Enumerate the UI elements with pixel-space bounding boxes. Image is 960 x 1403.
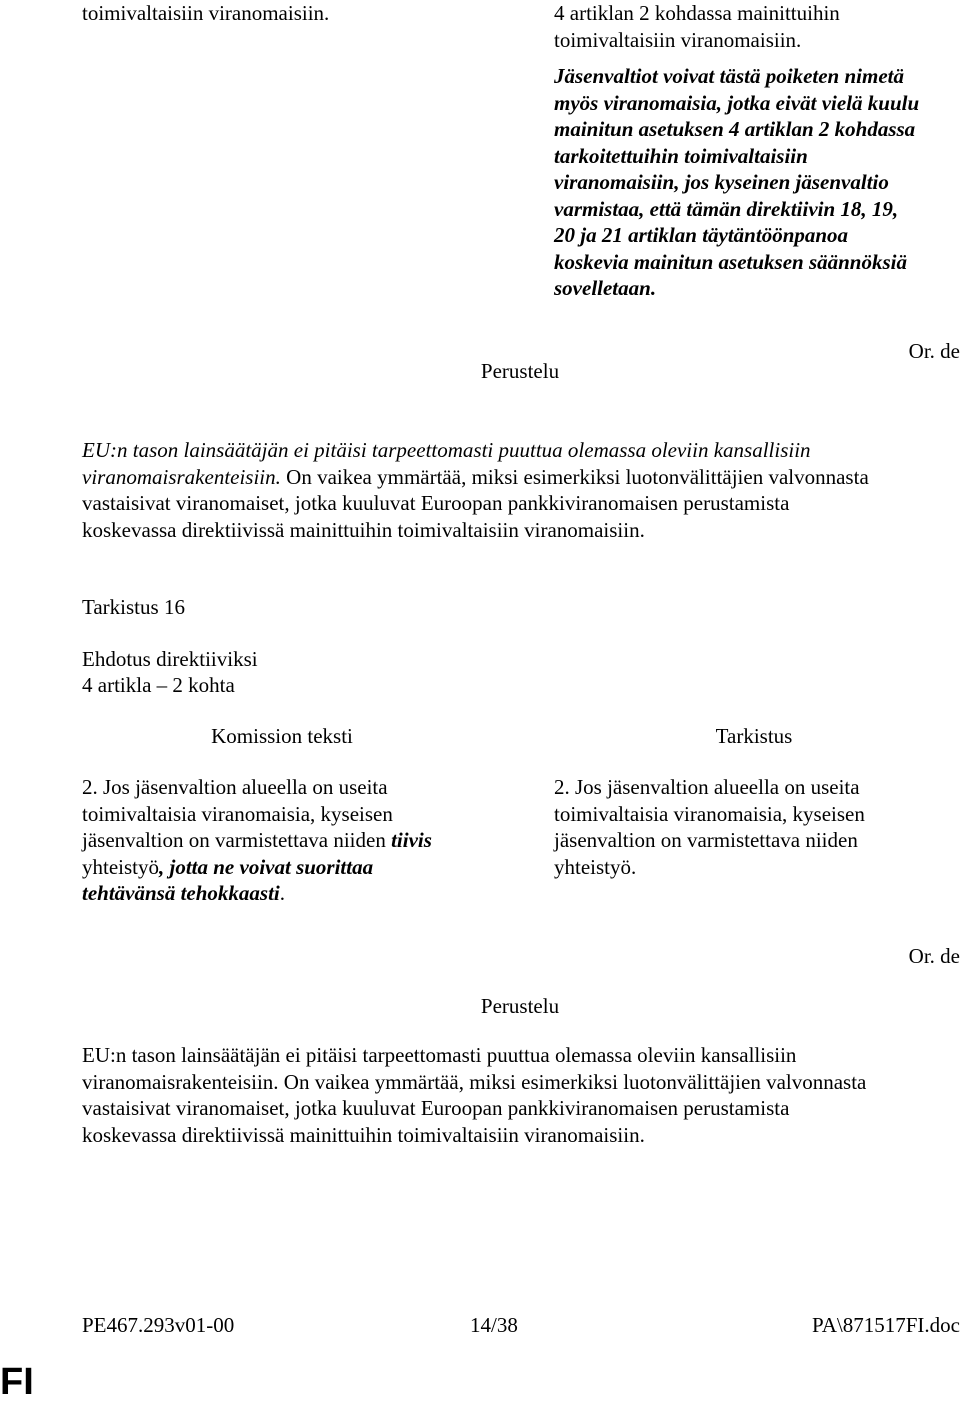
amendment-line: koskevia mainitun asetuksen säännöksiä xyxy=(554,249,907,274)
right-column-tail xyxy=(554,0,959,53)
amended-line: jäsenvaltion on varmistettava niiden xyxy=(554,828,858,852)
right-tail-line-2: toimivaltaisiin viranomaisiin. xyxy=(554,27,802,52)
commission-line: tehtävänsä tehokkaasti. xyxy=(82,881,286,905)
commission-text xyxy=(82,774,482,907)
amended-line: 2. Jos jäsenvaltion alueella on useita xyxy=(554,775,860,799)
justification-text-2 xyxy=(82,1042,952,1148)
article-reference: 4 artikla – 2 kohta xyxy=(82,673,235,697)
left-column-tail: toimivaltaisiin viranomaisiin. xyxy=(82,1,330,25)
justification-line: vastaisivat viranomaiset, jotka kuuluvat Euroopan pankkiviranomaisen perustamista xyxy=(82,1096,790,1120)
justification-line: koskevassa direktiivissä mainittuihin toimivaltaisiin viranomaisiin. xyxy=(82,517,645,542)
amendment-line: myös viranomaisia, jotka eivät vielä kuulu xyxy=(554,90,920,115)
justification-line: viranomaisrakenteisiin. On vaikea ymmärtää, miksi esimerkiksi luotonvälittäjien valvonnasta xyxy=(82,464,869,489)
right-tail-line-1: 4 artiklan 2 kohdassa mainittuihin xyxy=(554,1,840,25)
justification-line: EU:n tason lainsäätäjän ei pitäisi tarpeettomasti puuttua olemassa oleviin kansallisiin xyxy=(82,1043,797,1067)
justification-heading-2: Perustelu xyxy=(480,994,560,1018)
commission-line: yhteistyö, jotta ne voivat suorittaa xyxy=(82,854,374,879)
amendment-line: mainitun asetuksen 4 artiklan 2 kohdassa xyxy=(554,117,916,141)
amendment-line: viranomaisiin, jos kyseinen jäsenvaltio xyxy=(554,170,889,194)
amendment-line: tarkoitettuihin toimivaltaisiin xyxy=(554,143,808,168)
footer-doc-reference: PE467.293v01-00 xyxy=(82,1313,235,1337)
amended-text xyxy=(554,774,959,880)
justification-heading: Perustelu xyxy=(480,359,560,383)
justification-line: viranomaisrakenteisiin. On vaikea ymmärtää, miksi esimerkiksi luotonvälittäjien valvonnasta xyxy=(82,1069,867,1094)
footer-page-number: 14/38 xyxy=(470,1313,518,1337)
commission-line: jäsenvaltion on varmistettava niiden tiivis xyxy=(82,828,432,852)
commission-line: 2. Jos jäsenvaltion alueella on useita xyxy=(82,775,388,799)
justification-line: koskevassa direktiivissä mainittuihin toimivaltaisiin viranomaisiin. xyxy=(82,1122,645,1147)
commission-text-heading: Komission teksti xyxy=(211,724,353,748)
amended-line: toimivaltaisia viranomaisia, kyseisen xyxy=(554,801,865,826)
amendment-line: sovelletaan. xyxy=(554,276,657,300)
amendment-title: Tarkistus 16 xyxy=(82,595,185,619)
amendment-line: varmistaa, että tämän direktiivin 18, 19, xyxy=(554,196,899,221)
footer-file-name: PA\871517FI.doc xyxy=(812,1313,960,1337)
proposal-label: Ehdotus direktiiviksi xyxy=(82,647,258,671)
commission-line: toimivaltaisia viranomaisia, kyseisen xyxy=(82,801,393,826)
original-language-note: Or. de xyxy=(908,339,960,363)
language-code: FI xyxy=(0,1361,34,1403)
justification-line: EU:n tason lainsäätäjän ei pitäisi tarpeettomasti puuttua olemassa oleviin kansallisiin xyxy=(82,438,811,462)
amended-line: yhteistyö. xyxy=(554,854,637,879)
justification-text xyxy=(82,437,952,543)
amendment-added-text xyxy=(554,63,959,302)
amendment-line: 20 ja 21 artiklan täytäntöönpanoa xyxy=(554,223,849,247)
justification-line: vastaisivat viranomaiset, jotka kuuluvat Euroopan pankkiviranomaisen perustamista xyxy=(82,491,790,515)
amendment-line: Jäsenvaltiot voivat tästä poiketen nimetä xyxy=(554,64,904,88)
amendment-heading: Tarkistus xyxy=(715,724,793,748)
original-language-note-2: Or. de xyxy=(908,944,960,968)
